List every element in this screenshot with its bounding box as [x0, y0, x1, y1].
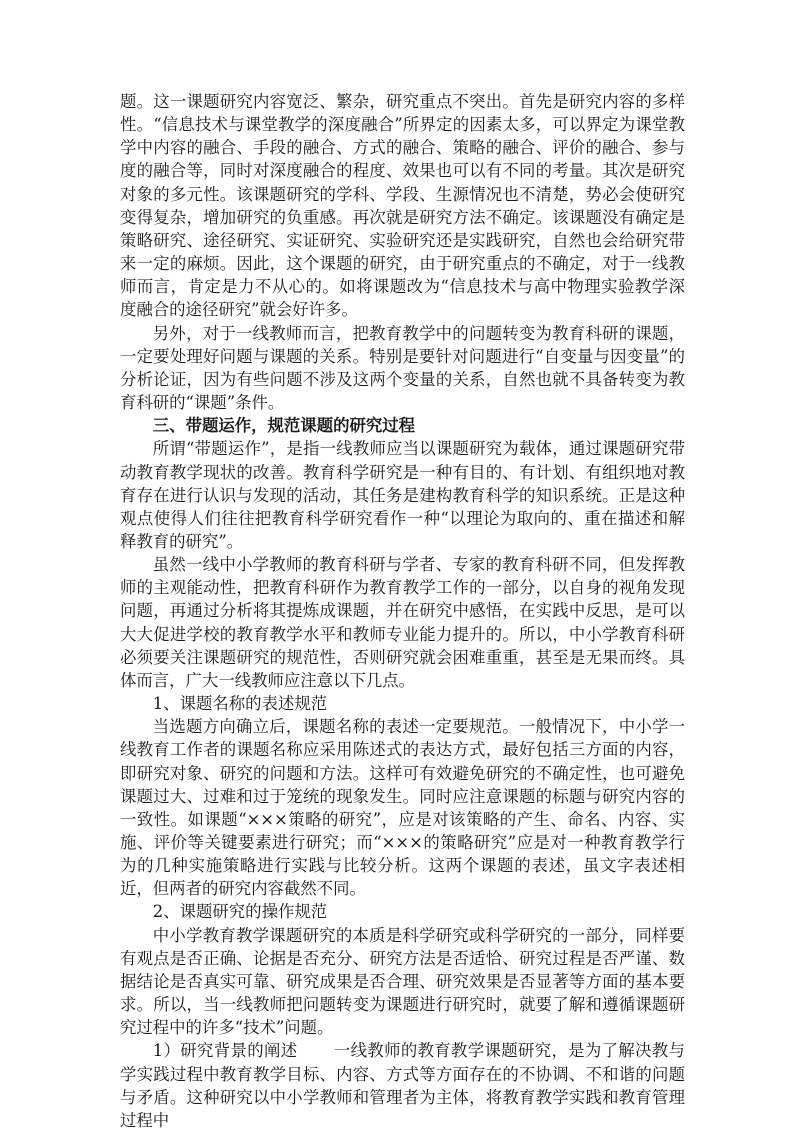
- paragraph-7-label: 1）研究背景的阐述: [152, 1041, 298, 1061]
- paragraph-4: 虽然一线中小学教师的教育科研与学者、专家的教育科研不同，但发挥教师的主观能动性，把教育科研作为教育教学工作的一部分，以自身的视角发现问题，再通过分析将其提炼成课题，并在研究中感悟，在实践中反思，是可以大大促进学校的教育教学水平和教师专业能力提升的。所以，中小学教育科研必须要关注课题研究的规范性，否则研究就会困难重重，甚至是无果而终。具体而言，广大一线教师应注意以下几点。: [120, 555, 685, 690]
- section-heading-3: 三、带题运作，规范课题的研究过程: [152, 416, 416, 436]
- paragraph-6: 中小学教育教学课题研究的本质是科学研究或科学研究的一部分，同样要有观点是否正确、论据是否充分、研究方法是否适恰、研究过程是否严谨、数据结论是否真实可靠、研究成果是否合理、研究效果是否显著等方面的基本要求。所以，当一线教师把问题转变为课题进行研究时，就要了解和遵循课题研究过程中的许多“技术”问题。: [120, 925, 685, 1038]
- paragraph-7-body: 一线教师的教育教学课题研究，是为了解决教与学实践过程中教育教学目标、内容、方式等方面存在的不协调、不和谐的问题与矛盾。这种研究以中小学教师和管理者为主体，将教育教学实践和教育管理过程中: [120, 1041, 686, 1130]
- paragraph-7: [120, 1039, 685, 1132]
- paragraph-1: 题。这一课题研究内容宽泛、繁杂，研究重点不突出。首先是研究内容的多样性。“信息技术与课堂教学的深度融合”所界定的因素太多，可以界定为课堂教学中内容的融合、手段的融合、方式的融合、策略的融合、评价的融合、参与度的融合等，同时对深度融合的程度、效果也可以有不同的考量。其次是研究对象的多元性。该课题研究的学科、学段、生源情况也不清楚，势必会使研究变得复杂，增加研究的负重感。再次就是研究方法不确定。该课题没有确定是策略研究、途径研究、实证研究、实验研究还是实践研究，自然也会给研究带来一定的麻烦。因此，这个课题的研究，由于研究重点的不确定，对于一线教师而言，肯定是力不从心的。如将课题改为“信息技术与高中物理实验教学深度融合的途径研究”就会好许多。: [120, 92, 685, 320]
- paragraph-5: 当选题方向确立后，课题名称的表述一定要规范。一般情况下，中小学一线教育工作者的课题名称应采用陈述式的表达方式，最好包括三方面的内容，即研究对象、研究的问题和方法。这样可有效避免研究的不确定性，也可避免课题过大、过难和过于笼统的现象发生。同时应注意课题的标题与研究内容的一致性。如课题“×××策略的研究”，应是对该策略的产生、命名、内容、实施、评价等关键要素进行研究；而“×××的策略研究”应是对一种教育教学行为的几种实施策略进行实践与比较分析。这两个课题的表述，虽文字表述相近，但两者的研究内容截然不同。: [120, 717, 685, 899]
- subheading-2: 2、课题研究的操作规范: [152, 902, 328, 922]
- document-body: [120, 90, 685, 1132]
- subheading-1: 1、课题名称的表述规范: [152, 694, 328, 714]
- paragraph-2: 另外，对于一线教师而言，把教育教学中的问题转变为教育科研的课题，一定要处理好问题与课题的关系。特别是要针对问题进行“自变量与因变量”的分析论证，因为有些问题不涉及这两个变量的关系，自然也就不具备转变为教育科研的“课题”条件。: [120, 323, 685, 413]
- paragraph-3: 所谓“带题运作”，是指一线教师应当以课题研究为载体，通过课题研究带动教育教学现状的改善。教育科学研究是一种有目的、有计划、有组织地对教育存在进行认识与发现的活动，其任务是建构教育科学的知识系统。正是这种观点使得人们往往把教育科学研究看作一种“以理论为取向的、重在描述和解释教育的研究”。: [120, 439, 685, 551]
